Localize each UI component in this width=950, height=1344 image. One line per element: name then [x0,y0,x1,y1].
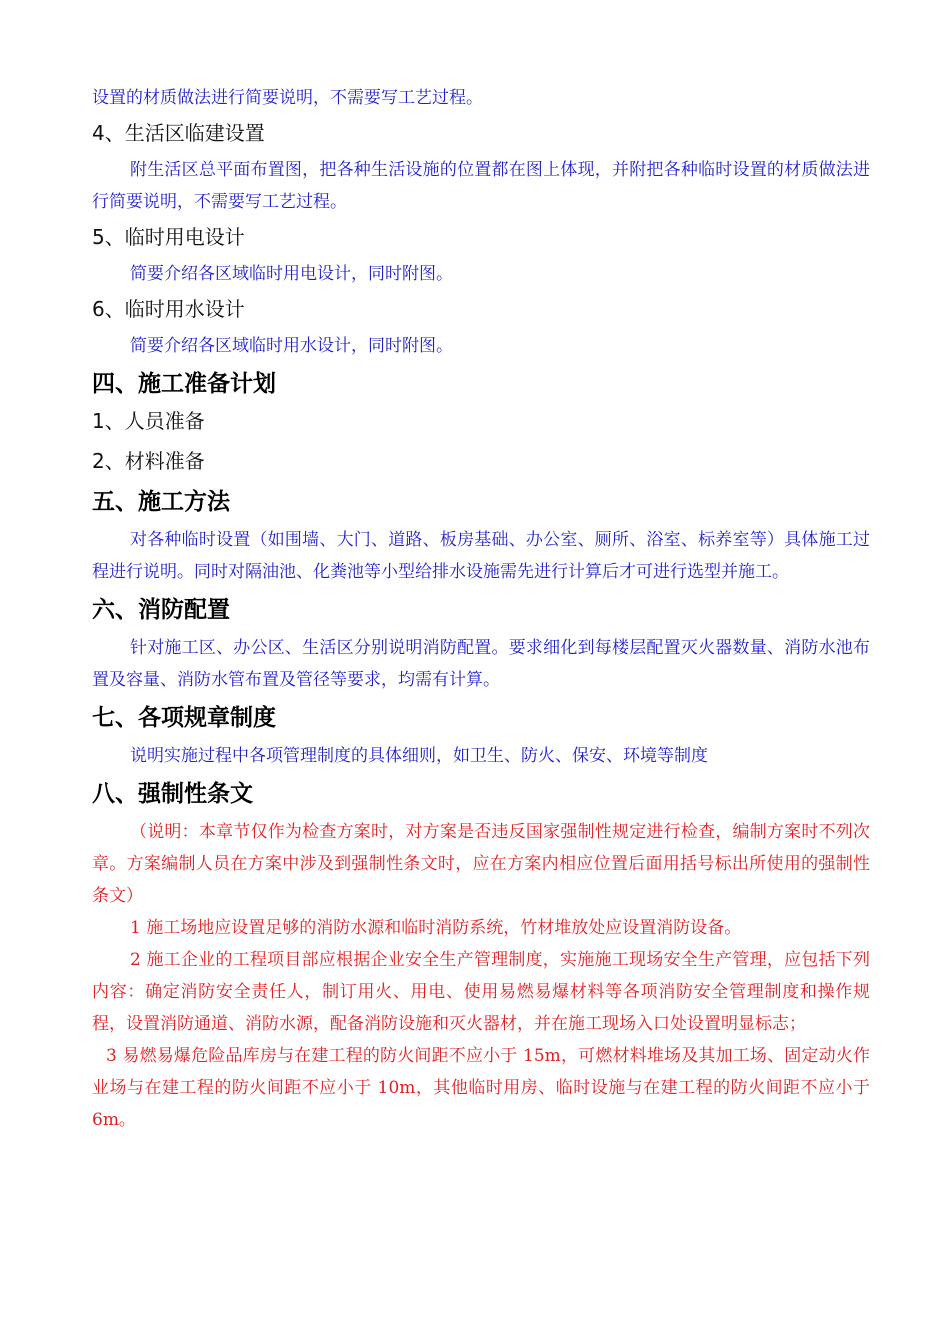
heading-regulations: 七、各项规章制度 [92,705,276,731]
paragraph-material-note: 设置的材质做法进行简要说明，不需要写工艺过程。 [92,88,483,108]
heading-construction-method: 五、施工方法 [92,489,230,515]
document-page [92,82,870,1136]
heading-fire-config: 六、消防配置 [92,597,230,623]
heading-mandatory-provisions: 八、强制性条文 [92,781,253,807]
paragraph-temp-water: 简要介绍各区域临时用水设计，同时附图。 [130,336,453,356]
subheading-temp-water: 6、临时用水设计 [92,297,245,321]
paragraph-mandatory-2: 2 施工企业的工程项目部应根据企业安全生产管理制度，实施施工现场安全生产管理，应包括下列内容：确定消防安全责任人，制订用火、用电、使用易燃易爆材料等各项消防安全管理制度和操作规程，设置消防通道、消防水源，配备消防设施和灭火器材，并在施工现场入口处设置明显标志； [92,950,870,1034]
paragraph-mandatory-3: 3 易燃易爆危险品库房与在建工程的防火间距不应小于 15m，可燃材料堆场及其加工场、固定动火作业场与在建工程的防火间距不应小于 10m，其他临时用房、临时设施与在建工程的防火间距不应小于 6m。 [92,1046,870,1130]
paragraph-regulations: 说明实施过程中各项管理制度的具体细则，如卫生、防火、保安、环境等制度 [130,746,708,766]
subheading-personnel: 1、人员准备 [92,409,205,433]
paragraph-temp-power: 简要介绍各区域临时用电设计，同时附图。 [130,264,453,284]
subheading-temp-power: 5、临时用电设计 [92,225,245,249]
paragraph-construction-method: 对各种临时设置（如围墙、大门、道路、板房基础、办公室、厕所、浴室、标养室等）具体施工过程进行说明。同时对隔油池、化粪池等小型给排水设施需先进行计算后才可进行选型并施工。 [92,530,870,582]
paragraph-living-area: 附生活区总平面布置图，把各种生活设施的位置都在图上体现，并附把各种临时设置的材质做法进行简要说明，不需要写工艺过程。 [92,160,870,212]
subheading-living-area: 4、生活区临建设置 [92,121,265,145]
paragraph-mandatory-1: 1 施工场地应设置足够的消防水源和临时消防系统，竹材堆放处应设置消防设备。 [130,918,742,938]
paragraph-mandatory-note: （说明：本章节仅作为检查方案时，对方案是否违反国家强制性规定进行检查，编制方案时不列次章。方案编制人员在方案中涉及到强制性条文时，应在方案内相应位置后面用括号标出所使用的强制性条文） [92,822,870,906]
subheading-materials: 2、材料准备 [92,449,205,473]
heading-construction-prep: 四、施工准备计划 [92,371,276,397]
paragraph-fire-config: 针对施工区、办公区、生活区分别说明消防配置。要求细化到每楼层配置灭火器数量、消防水池布置及容量、消防水管布置及管径等要求，均需有计算。 [92,638,870,690]
